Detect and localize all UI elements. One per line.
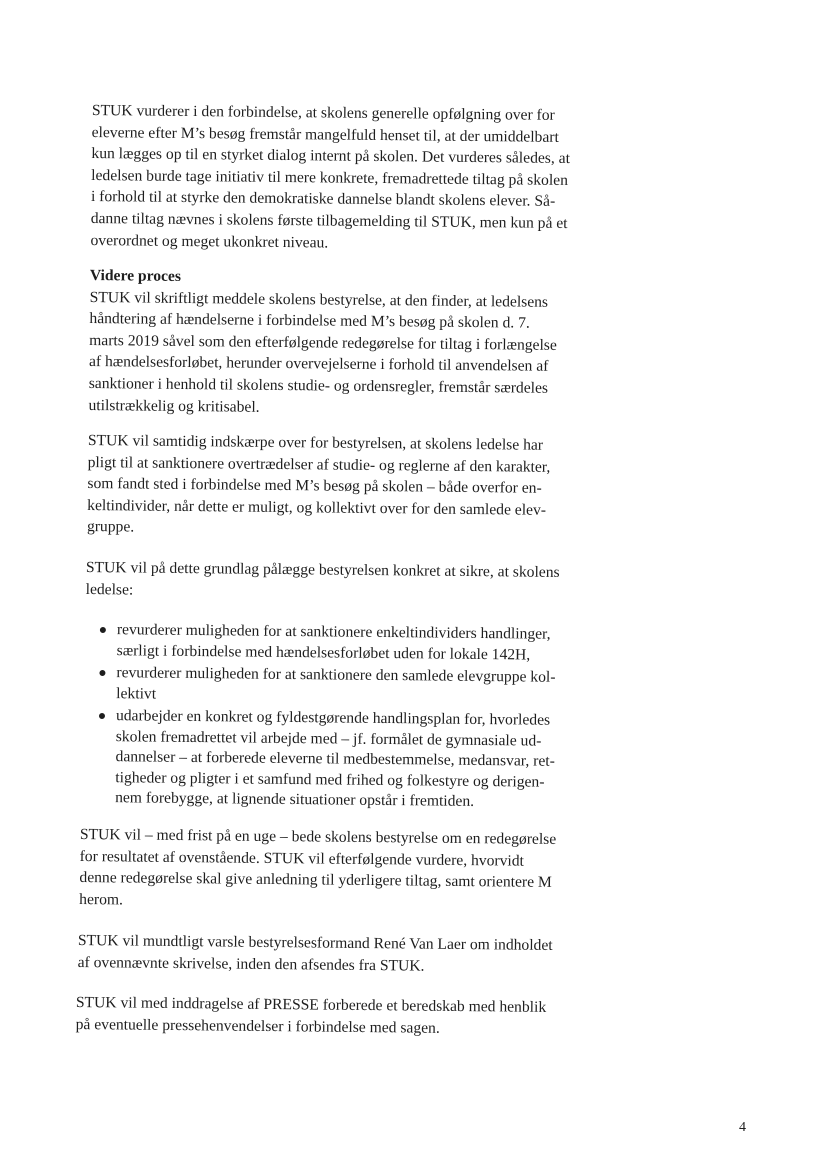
list-item bbox=[98, 706, 555, 813]
text-line: af hændelsesforløbet, herunder overvejelserne i forhold til anvendelsen af bbox=[88, 353, 549, 376]
requirement-list bbox=[98, 620, 556, 815]
text-line: STUK vil på dette grundlag pålægge bestyrelsen konkret at sikre, at skolens bbox=[85, 558, 560, 581]
text-line: for resultatet af ovenstående. STUK vil efterfølgende vurdere, hvorvidt bbox=[79, 847, 524, 870]
text-line: håndtering af hændelserne i forbindelse med M’s besøg på skolen d. 7. bbox=[89, 310, 530, 332]
section-further-process bbox=[88, 265, 557, 421]
text-line: overordnet og meget ukonkret niveau. bbox=[90, 231, 329, 252]
text-line: STUK vurderer i den forbindelse, at skolens generelle opfølgning over for bbox=[91, 101, 555, 124]
text-line: sanktioner i henhold til skolens studie- og ordensregler, fremstår særdeles bbox=[88, 374, 549, 397]
bullet-icon bbox=[99, 670, 105, 676]
text-line: utilstrækkelig og kritisabel. bbox=[88, 396, 260, 416]
text-line: eleverne efter M’s besøg fremstår mangelfuld henset til, at der umiddelbart bbox=[91, 123, 559, 146]
section-heading: Videre proces bbox=[89, 266, 182, 285]
paragraph-assessment bbox=[90, 100, 570, 256]
text-line: skolen fremadrettet vil arbejde med – jf. formålet de gymnasiale ud- bbox=[115, 727, 542, 750]
text-line: STUK vil med inddragelse af PRESSE forberede et beredskab med henblik bbox=[75, 993, 547, 1016]
text-line: keltindivider, når dette er muligt, og kollektivt over for den samlede elev- bbox=[87, 496, 547, 519]
paragraph-reprimand bbox=[87, 430, 551, 543]
text-line: pligt til at sanktionere overtrædelser af studie- og reglerne af den karakter, bbox=[87, 453, 551, 476]
list-item bbox=[99, 663, 556, 709]
text-line: dannelser – at forberede eleverne til medbestemmelse, medansvar, ret- bbox=[115, 748, 555, 770]
text-line: på eventuelle pressehenvendelser i forbindelse med sagen. bbox=[75, 1015, 440, 1037]
text-line: lektivt bbox=[116, 684, 157, 703]
text-line: STUK vil samtidig indskærpe over for bestyrelsen, at skolens ledelse har bbox=[87, 431, 544, 454]
paragraph-order bbox=[86, 557, 560, 605]
text-line: nem forebygge, at lignende situationer opstår i fremtiden. bbox=[115, 789, 475, 810]
page-number: 4 bbox=[739, 1120, 746, 1135]
text-line: særligt i forbindelse med hændelsesforløbet uden for lokale 142H, bbox=[116, 641, 531, 664]
paragraph-deadline bbox=[79, 824, 556, 915]
text-line: denne redegørelse skal give anledning til yderligere tiltag, samt orientere M bbox=[79, 869, 552, 892]
text-line: af ovennævnte skrivelse, inden den afsendes fra STUK. bbox=[77, 953, 425, 975]
text-line: STUK vil skriftligt meddele skolens bestyrelse, at den finder, at ledelsens bbox=[89, 288, 549, 311]
paragraph-press bbox=[76, 992, 547, 1040]
text-line: kun lægges op til en styrket dialog internt på skolen. Det vurderes således, at bbox=[91, 145, 571, 168]
text-line: ledelsen burde tage initiativ til mere konkrete, fremadrettede tiltag på skolen bbox=[91, 166, 569, 189]
text-line: revurderer muligheden for at sanktionere den samlede elevgruppe kol- bbox=[116, 664, 556, 686]
paragraph-chairman bbox=[78, 930, 553, 978]
text-line: revurderer muligheden for at sanktionere enkeltindividers handlinger, bbox=[116, 621, 551, 643]
text-line: STUK vil mundtligt varsle bestyrelsesformand René Van Laer om indholdet bbox=[77, 931, 553, 954]
text-line: gruppe. bbox=[86, 518, 135, 536]
text-line: i forhold til at styrke den demokratiske dannelse blandt skolens elever. Så- bbox=[90, 188, 556, 211]
text-line: STUK vil – med frist på en uge – bede skolens bestyrelse om en redegørelse bbox=[79, 825, 557, 848]
text-line: tigheder og pligter i et samfund med frihed og folkestyre og derigen- bbox=[115, 768, 545, 791]
list-item bbox=[100, 620, 557, 666]
text-line: marts 2019 såvel som den efterfølgende redegørelse for tiltag i forlængelse bbox=[89, 331, 557, 354]
text-line: udarbejder en konkret og fyldestgørende handlingsplan for, hvorledes bbox=[115, 707, 551, 729]
text-line: som fandt sted i forbindelse med M’s besøg på skolen – både overfor en- bbox=[87, 475, 542, 497]
text-line: ledelse: bbox=[85, 580, 134, 599]
text-line: herom. bbox=[79, 890, 124, 909]
bullet-icon bbox=[100, 627, 106, 633]
text-line: danne tiltag nævnes i skolens første tilbagemelding til STUK, men kun på et bbox=[90, 209, 568, 232]
bullet-icon bbox=[99, 713, 105, 719]
